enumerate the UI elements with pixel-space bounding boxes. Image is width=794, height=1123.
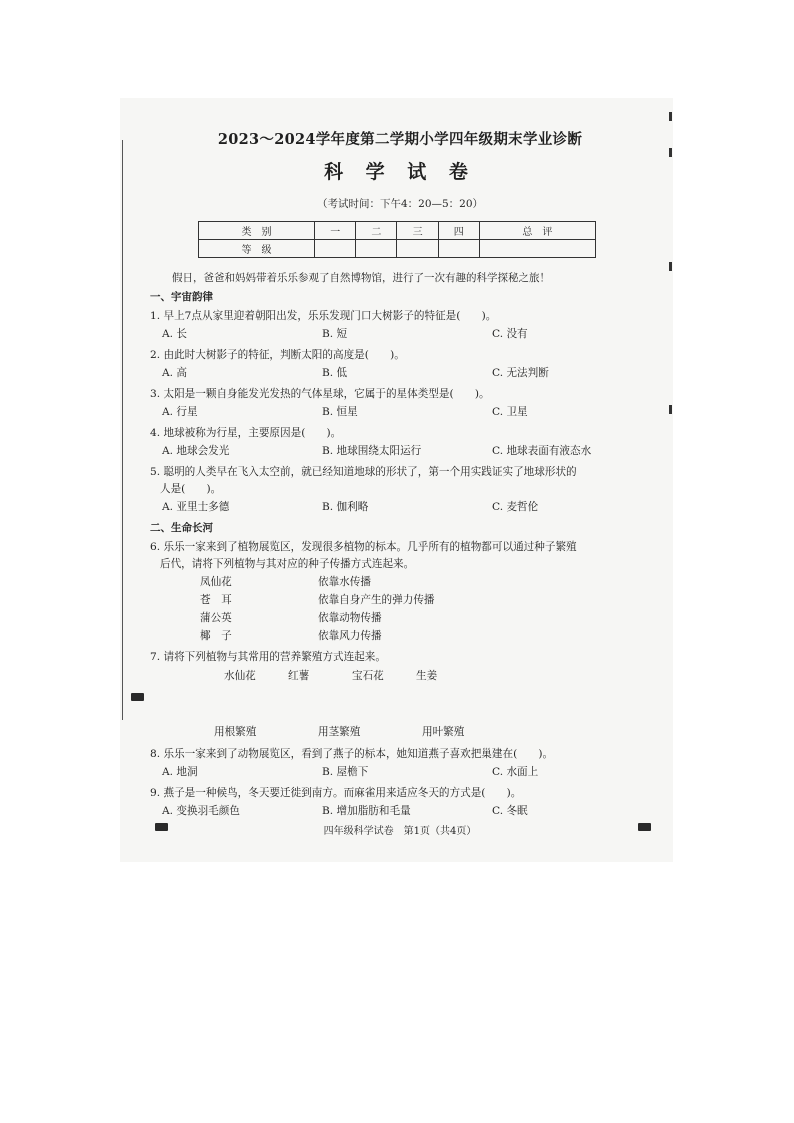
question-9: 9. 燕子是一种候鸟，冬天要迁徙到南方。而麻雀用来适应冬天的方式是( )。 — [150, 787, 522, 799]
edge-mark — [669, 112, 672, 121]
matching-pair — [150, 591, 650, 609]
table-cell: 四 — [438, 222, 479, 240]
table-cell: 一 — [315, 222, 356, 240]
question-options — [150, 325, 650, 343]
question-6-line-2: 后代，请将下列植物与其对应的种子传播方式连起来。 — [160, 558, 415, 570]
exam-title: 2023～2024学年度第二学期小学四年级期末学业诊断 — [217, 131, 583, 148]
plant-name: 凤仙花 — [200, 576, 232, 588]
option: A. 长 — [162, 328, 187, 340]
plant-name: 水仙花 — [224, 670, 256, 682]
question-options — [150, 442, 650, 460]
question-options — [150, 763, 650, 781]
grade-table-level-row — [199, 240, 596, 258]
question-options — [150, 364, 650, 382]
option: A. 地洞 — [162, 766, 198, 778]
question-1: 1. 早上7点从家里迎着朝阳出发，乐乐发现门口大树影子的特征是( )。 — [150, 310, 497, 322]
table-cell: 类 别 — [199, 222, 315, 240]
option: C. 冬眠 — [492, 805, 528, 817]
section-title: 二、生命长河 — [150, 522, 213, 534]
propagation-method: 用叶繁殖 — [422, 726, 465, 738]
table-cell — [479, 240, 595, 258]
option: A. 高 — [162, 367, 187, 379]
option: B. 恒星 — [322, 406, 358, 418]
option: B. 屋檐下 — [322, 766, 369, 778]
plant-name: 红薯 — [288, 670, 310, 682]
table-cell: 三 — [397, 222, 438, 240]
question-5-line-1: 5. 聪明的人类早在飞入太空前，就已经知道地球的形状了，第一个用实践证实了地球形状的 — [150, 466, 577, 478]
plant-name: 苍 耳 — [200, 594, 232, 606]
dispersal-method: 依靠水传播 — [318, 576, 371, 588]
table-cell: 二 — [356, 222, 397, 240]
question-options — [150, 498, 650, 516]
table-cell: 总 评 — [479, 222, 595, 240]
plant-name: 蒲公英 — [200, 612, 232, 624]
option: B. 地球围绕太阳运行 — [322, 445, 422, 457]
option: A. 行星 — [162, 406, 198, 418]
plant-name: 宝石花 — [352, 670, 384, 682]
option: B. 伽利略 — [322, 501, 369, 513]
matching-pair — [150, 609, 650, 627]
question-8: 8. 乐乐一家来到了动物展览区，看到了燕子的标本，她知道燕子喜欢把巢建在( )。 — [150, 748, 554, 760]
question-options — [150, 802, 650, 820]
dispersal-method: 依靠风力传播 — [318, 630, 382, 642]
dispersal-method: 依靠自身产生的弹力传播 — [318, 594, 435, 606]
question-6-line-1: 6. 乐乐一家来到了植物展览区，发现很多植物的标本。几乎所有的植物都可以通过种子繁殖 — [150, 541, 577, 553]
option: C. 卫星 — [492, 406, 528, 418]
option: A. 地球会发光 — [162, 445, 230, 457]
q7-methods-row — [150, 722, 650, 742]
option: A. 亚里士多德 — [162, 501, 230, 513]
propagation-method: 用根繁殖 — [214, 726, 257, 738]
dispersal-method: 依靠动物传播 — [318, 612, 382, 624]
option: A. 变换羽毛颜色 — [162, 805, 240, 817]
question-3: 3. 太阳是一颗自身能发光发热的气体星球，它属于的星体类型是( )。 — [150, 388, 490, 400]
intro-text: 假日，爸爸和妈妈带着乐乐参观了自然博物馆，进行了一次有趣的科学探秘之旅！ — [172, 272, 550, 284]
question-4: 4. 地球被称为行星，主要原因是( )。 — [150, 427, 342, 439]
table-cell — [315, 240, 356, 258]
table-cell: 等 级 — [199, 240, 315, 258]
option: B. 短 — [322, 328, 348, 340]
page-footer: 四年级科学试卷 第1页（共4页） — [323, 826, 477, 837]
question-7: 7. 请将下列植物与其常用的营养繁殖方式连起来。 — [150, 651, 386, 663]
q7-plants-row — [150, 666, 650, 686]
matching-pair — [150, 627, 650, 645]
section-title: 一、宇宙韵律 — [150, 291, 213, 303]
option: C. 没有 — [492, 328, 528, 340]
option: C. 无法判断 — [492, 367, 549, 379]
exam-subtitle: 科 学 试 卷 — [324, 161, 476, 183]
question-5 — [150, 464, 650, 498]
matching-pair — [150, 573, 650, 591]
edge-mark — [669, 262, 672, 271]
option: C. 地球表面有液态水 — [492, 445, 592, 457]
option: B. 低 — [322, 367, 348, 379]
table-cell — [438, 240, 479, 258]
grade-table-header-row — [199, 222, 596, 240]
edge-mark — [669, 148, 672, 157]
table-cell — [397, 240, 438, 258]
edge-mark — [669, 405, 672, 414]
scan-edge-line — [122, 140, 123, 720]
option: C. 麦哲伦 — [492, 501, 539, 513]
question-2: 2. 由此时大树影子的特征，判断太阳的高度是( )。 — [150, 349, 405, 361]
grade-table — [198, 221, 596, 258]
option: C. 水面上 — [492, 766, 539, 778]
plant-name: 生姜 — [416, 670, 438, 682]
option: B. 增加脂肪和毛量 — [322, 805, 411, 817]
table-cell — [356, 240, 397, 258]
question-5-line-2: 人是( )。 — [160, 483, 222, 495]
registration-mark — [131, 693, 144, 701]
question-options — [150, 403, 650, 421]
propagation-method: 用茎繁殖 — [318, 726, 361, 738]
question-6 — [150, 539, 650, 573]
exam-time: （考试时间：下午4：20—5：20） — [316, 198, 484, 210]
exam-page — [150, 120, 650, 820]
plant-name: 椰 子 — [200, 630, 232, 642]
